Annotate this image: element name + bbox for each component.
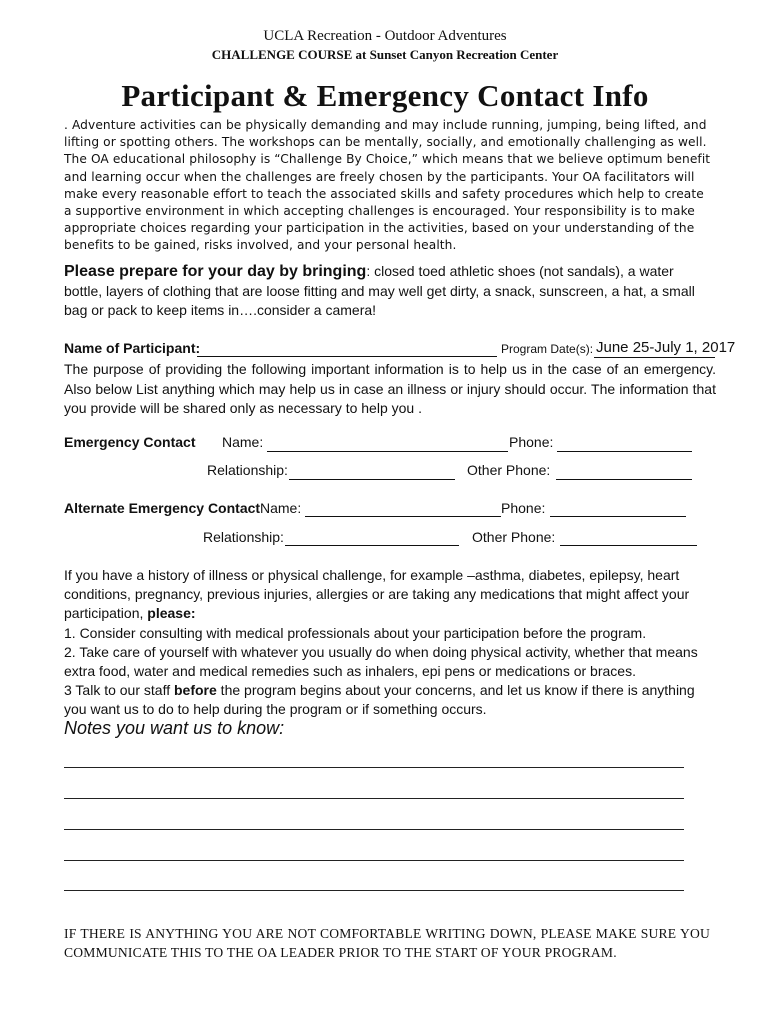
alternate-phone-label: Phone: — [501, 500, 546, 516]
emergency-phone-label: Phone: — [509, 434, 554, 450]
purpose-paragraph: The purpose of providing the following important information is to help us in the case of an emergency. Also below List anything which may help us in case an illness or injury should occur. The information that you provide will be shared only as necessary to help you . — [64, 361, 716, 416]
alternate-relationship-field[interactable] — [285, 545, 459, 546]
emergency-name-label: Name: — [222, 434, 264, 450]
alternate-other-phone-label: Other Phone: — [472, 529, 556, 545]
program-dates-underline — [594, 357, 715, 358]
emergency-name-field[interactable] — [267, 451, 508, 452]
prepare-paragraph — [64, 262, 714, 321]
notes-label: Notes you want us to know: — [64, 718, 285, 738]
emergency-other-phone-field[interactable] — [556, 479, 692, 480]
alternate-contact-heading: Alternate Emergency Contact — [64, 500, 261, 516]
health-item-3-end: the program begins about your concerns, and let us know if there is anything you want us to do to help during the program or if something occurs. — [64, 682, 695, 718]
organization-line: UCLA Recreation - Outdoor Adventures — [263, 28, 507, 44]
notes-line-1[interactable] — [64, 767, 684, 768]
alternate-name-label: Name: — [260, 500, 302, 516]
notes-line-3[interactable] — [64, 829, 684, 830]
participant-name-label: Name of Participant: — [64, 340, 201, 356]
notes-line-2[interactable] — [64, 798, 684, 799]
emergency-relationship-field[interactable] — [289, 479, 455, 480]
alternate-name-field[interactable] — [305, 516, 501, 517]
notes-line-4[interactable] — [64, 860, 684, 861]
health-item-1: 1. Consider consulting with medical professionals about your participation before the program. — [64, 624, 647, 641]
emergency-relationship-label: Relationship: — [207, 462, 288, 478]
health-item-3 — [64, 681, 714, 719]
health-item-3-emphasis: before — [174, 682, 217, 699]
emergency-contact-heading: Emergency Contact — [64, 434, 196, 450]
intro-paragraph: . Adventure activities can be physically demanding and may include running, jumping, being lifted, and lifting or spotting others. The workshops can be mentally, socially, and emotionally challenging as well. The OA educational philosophy is “Challenge By Choice,” which means that we believe optimum benefit and learning occur when the challenges are freely chosen by the participants. Your OA facilitators will make every reasonable effort to teach the associated skills and safety procedures which help to create a supportive environment in which accepting challenges is encouraged. Your responsibility is to make appropriate choices regarding your participation in the activities, based on your understanding of the benefits to be gained, risks involved, and your personal health. — [64, 118, 711, 253]
health-item-3-start: 3 Talk to our staff — [64, 682, 174, 699]
health-item-2: 2. Take care of yourself with whatever you usually do when doing physical activity, whether that means extra food, water and medical remedies such as inhalers, epi pens or medications or braces. — [64, 643, 698, 680]
health-intro-text: If you have a history of illness or physical challenge, for example –asthma, diabetes, epilepsy, heart conditions, pregnancy, previous injuries, allergies or are taking any medications that might affect your participation, — [64, 567, 690, 622]
page-title: Participant & Emergency Contact Info — [121, 78, 649, 113]
alternate-relationship-label: Relationship: — [203, 529, 284, 545]
alternate-phone-field[interactable] — [550, 516, 686, 517]
program-dates-label: Program Date(s): — [501, 342, 594, 356]
closing-note: IF THERE IS ANYTHING YOU ARE NOT COMFORTABLE WRITING DOWN, PLEASE MAKE SURE YOU COMMUNICATE THIS TO THE OA LEADER PRIOR TO THE START OF YOUR PROGRAM. — [64, 926, 710, 960]
course-location-line: CHALLENGE COURSE at Sunset Canyon Recreation Center — [211, 47, 559, 62]
health-intro — [64, 566, 714, 624]
prepare-items: : closed toed athletic shoes (not sandals), a water bottle, layers of clothing that are loose fitting and may well get dirty, a snack, sunscreen, a hat, a small bag or pack to keep items in….consider a camera! — [64, 263, 695, 318]
participant-name-field[interactable] — [197, 356, 497, 357]
notes-line-5[interactable] — [64, 890, 684, 891]
emergency-phone-field[interactable] — [557, 451, 692, 452]
alternate-other-phone-field[interactable] — [560, 545, 697, 546]
health-instructions — [64, 566, 714, 720]
prepare-lead: Please prepare for your day by bringing — [64, 263, 367, 280]
program-dates-value[interactable]: June 25-July 1, 2017 — [596, 339, 736, 356]
emergency-other-phone-label: Other Phone: — [467, 462, 551, 478]
health-please: please: — [147, 605, 196, 622]
